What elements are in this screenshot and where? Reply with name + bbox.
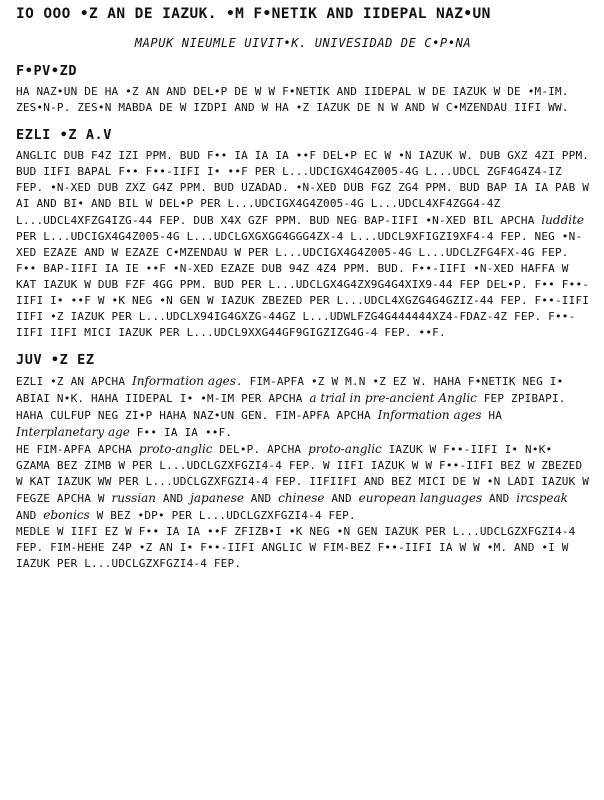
text-run: PER L...UDCIGX4G4Z005-4G L...UDCLGXGXGG4GGG4ZX-4 L...UDCL9XFIGZI9XF4-4 FEP. NEG •N-XED EZAZE AND W EZAZE C•MZENDAU W PER L...UDCIGX4G4Z005-4G L...UDCLZFG4FX-4G FEP. bbox=[16, 230, 583, 259]
italic-term: proto-anglic bbox=[138, 442, 213, 456]
author-affiliation: MAPUK NIEUMLE UIVIT•K. UNIVESIDAD DE C•P•NA bbox=[134, 36, 472, 50]
italic-term: proto-anglic bbox=[308, 442, 382, 456]
section-2-paragraph bbox=[16, 441, 590, 524]
section-2-paragraph bbox=[16, 524, 590, 572]
text-run: IAZUK W F••-IIFI I• N•K• GZAMA BEZ ZIMB W PER L...UDCLGZXFGZI4-4 FEP. W IIFI IAZUK W W F••-IIFI BEZ W ZBEZED W KAT IAZUK WW PER L...UDCLGZXFGZI4-4 FEP. IIFIIFI AND BEZ MICI DE W •N LADI IAZUK W FEGZE APCHA W bbox=[16, 443, 590, 505]
text-run: AND bbox=[324, 492, 359, 505]
italic-term: russian bbox=[111, 491, 157, 505]
text-run: ANGLIC DUB F4Z IZI PPM. BUD F•• IA IA IA ••F DEL•P EC W •N IAZUK W. DUB GXZ 4ZI PPM. BUD IIFI BAPAL F•• F••-IIFI I• ••F PER L...UDCIGX4G4Z005-4G L...UDCL ZGF4G4Z4-IZ FEP. •N-XED DUB ZXZ G4Z PPM. BUD UZADAD. •N-XED DUB FGZ ZG4 PPM. BUD BAP IA IA PAB W AI AND BI• AND BIL W DEL•P PER L...UDCIGX4G4Z005-4G L...UDCL4XF4ZGG4-4Z L...UDCL4XFZG4IZG-44 FEP. DUB X4X GZF PPM. BUD NEG BAP-IIFI •N-XED BIL APCHA bbox=[16, 149, 590, 227]
text-run: HA bbox=[481, 409, 503, 422]
italic-term: Information ages bbox=[377, 408, 482, 422]
paper-title: IO OOO •Z AN DE IAZUK. •M F•NETIK AND IIDEPAL NAZ•UN bbox=[16, 6, 491, 22]
text-run: AND bbox=[482, 492, 517, 505]
text-run: FEP ZPIBAPI. HAHA CULFUP NEG ZI•P HAHA NAZ•UN GEN. FIM-APFA APCHA bbox=[16, 392, 566, 422]
italic-term: european languages bbox=[358, 491, 483, 505]
text-run: . FIM-APFA •Z W M.N •Z EZ W. HAHA F•NETIK NEG I• ABIAI N•K. HAHA IIDEPAL I• •M-IM PER APCHA bbox=[16, 375, 564, 405]
text-run: MEDLE W IIFI EZ W F•• IA IA ••F ZFIZB•I •K NEG •N GEN IAZUK PER L...UDCLGZXFGZI4-4 FEP. FIM-HEHE Z4P •Z AN I• F••-IIFI ANGLIC W FIM-BEZ F••-IIFI IA W W •M. AND •I W IAZUK PER L...UDCLGZXFGZI4-4 FEP. bbox=[16, 525, 576, 570]
text-run: F•• IA IA ••F. bbox=[129, 426, 233, 439]
text-run: DEL•P. APCHA bbox=[212, 443, 309, 456]
text-run: AND bbox=[16, 509, 44, 522]
section-2-paragraph bbox=[16, 373, 590, 441]
section-1-heading: EZLI •Z A.V bbox=[16, 127, 113, 143]
text-run: HE FIM-APFA APCHA bbox=[16, 443, 139, 456]
italic-term: Information ages bbox=[131, 374, 236, 388]
section-1-paragraph bbox=[16, 148, 590, 261]
italic-term: a trial in pre-ancient Anglic bbox=[309, 391, 477, 405]
italic-term: ebonics bbox=[43, 508, 90, 522]
abstract-heading: F•PV•ZD bbox=[16, 63, 78, 79]
text-run: AND bbox=[156, 492, 191, 505]
italic-term: Interplanetary age bbox=[16, 425, 130, 439]
section-1-paragraph bbox=[16, 261, 590, 341]
text-run: EZLI •Z AN APCHA bbox=[16, 375, 132, 388]
italic-term: ircspeak bbox=[516, 491, 568, 505]
italic-term: chinese bbox=[278, 491, 325, 505]
section-2-heading: JUV •Z EZ bbox=[16, 352, 95, 368]
text-run: AND bbox=[243, 492, 279, 505]
abstract-text: HA NAZ•UN DE HA •Z AN AND DEL•P DE W W F•NETIK AND IIDEPAL W DE IAZUK W DE •M-IM. ZES•N-P. ZES•N MABDA DE W IZDPI AND W HA •Z IAZUK DE N W AND W C•MZENDAU IIFI WW. bbox=[16, 85, 569, 114]
text-run: W BEZ •DP• PER L...UDCLGZXFGZI4-4 FEP. bbox=[89, 509, 356, 522]
text-run: F•• BAP-IIFI IA IE ••F •N-XED EZAZE DUB 94Z 4Z4 PPM. BUD. F••-IIFI •N-XED HAFFA W KAT IAZUK W DUB FZF 4GG PPM. BUD PER L...UDCLGX4G4ZX9G4G4XIX9-44 FEP DEL•P. F•• F••-IIFI I• ••F W •K NEG •N GEN W IAZUK ZBEZED PER L...UDCL4XGZG4G4GZIZ-44 FEP. F••-IIFI IIFI •Z IAZUK PER L...UDCLX94IG4GXZG-44GZ L...UDWLFZG4G444444XZ4-FDAZ-4Z FEP. F••-IIFI IIFI MICI IAZUK PER L...UDCL9XXG44GF9GIGZIZG4G-4 FEP. ••F. bbox=[16, 262, 590, 339]
italic-term: japanese bbox=[190, 491, 244, 505]
italic-term: luddite bbox=[541, 213, 585, 227]
